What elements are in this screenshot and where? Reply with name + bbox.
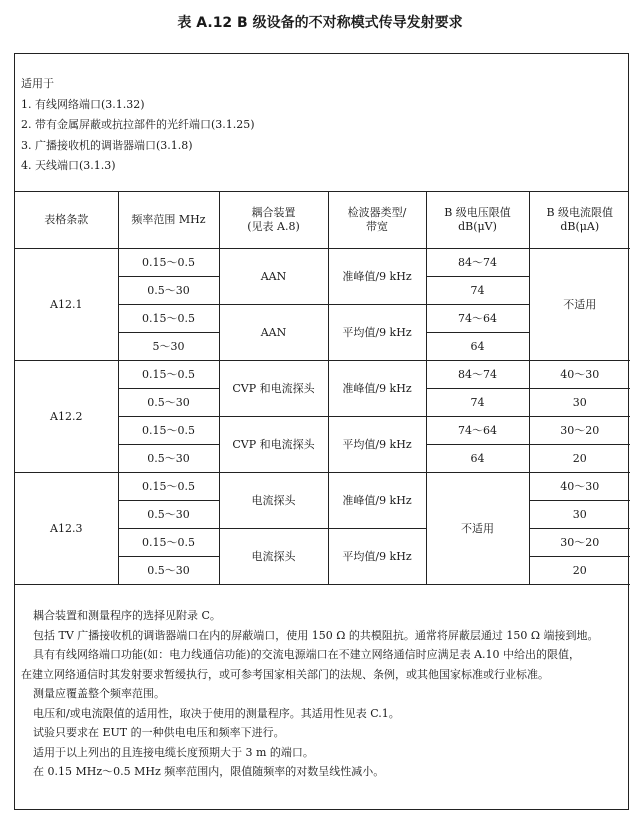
applicability-heading: 适用于 bbox=[21, 77, 54, 90]
table-row bbox=[15, 473, 630, 501]
current-cell: 30～20 bbox=[529, 529, 630, 557]
header-voltage-limit: B 级电压限值 dB(μV) bbox=[426, 192, 529, 249]
header-frequency: 频率范围 MHz bbox=[118, 192, 219, 249]
frequency-cell: 0.15～0.5 bbox=[118, 361, 219, 389]
current-cell: 30 bbox=[529, 389, 630, 417]
current-cell: 40～30 bbox=[529, 361, 630, 389]
applicability-item: 4. 天线端口(3.1.3) bbox=[21, 159, 116, 172]
frequency-cell: 0.15～0.5 bbox=[118, 305, 219, 333]
coupling-cell: AAN bbox=[219, 305, 328, 361]
current-cell: 20 bbox=[529, 557, 630, 585]
table-row bbox=[15, 249, 630, 277]
coupling-cell: 电流探头 bbox=[219, 473, 328, 529]
note-line: 包括 TV 广播接收机的调谐器端口在内的屏蔽端口，使用 150 Ω 的共模阻抗。通常将屏蔽层通过 150 Ω 端接到地。 bbox=[33, 628, 599, 642]
voltage-cell: 64 bbox=[426, 445, 529, 473]
applicability-section bbox=[15, 54, 628, 192]
coupling-cell: CVP 和电流探头 bbox=[219, 361, 328, 417]
frequency-cell: 0.15～0.5 bbox=[118, 417, 219, 445]
current-cell: 30 bbox=[529, 501, 630, 529]
voltage-cell: 84～74 bbox=[426, 361, 529, 389]
note-line: 在 0.15 MHz～0.5 MHz 频率范围内，限值随频率的对数呈线性减小。 bbox=[33, 765, 385, 778]
note-line: 在建立网络通信时其发射要求暂缓执行，或可参考国家相关部门的法规、条例，或其他国家标准或行业标准。 bbox=[21, 667, 549, 681]
frequency-cell: 0.5～30 bbox=[118, 557, 219, 585]
notes-section bbox=[15, 587, 628, 782]
table-row bbox=[15, 361, 630, 389]
header-row bbox=[15, 192, 630, 249]
voltage-cell: 64 bbox=[426, 333, 529, 361]
applicability-item: 2. 带有金属屏蔽或抗拉部件的光纤端口(3.1.25) bbox=[21, 118, 255, 131]
detector-cell: 平均值/9 kHz bbox=[328, 529, 426, 585]
voltage-cell: 74～64 bbox=[426, 305, 529, 333]
limits-table bbox=[15, 192, 630, 585]
frequency-cell: 0.5～30 bbox=[118, 445, 219, 473]
table-caption: 表 A.12 B 级设备的不对称模式传导发射要求 bbox=[177, 15, 463, 31]
note-line: 耦合装置和测量程序的选择见附录 C。 bbox=[33, 609, 221, 622]
detector-cell: 准峰值/9 kHz bbox=[328, 361, 426, 417]
voltage-cell: 74～64 bbox=[426, 417, 529, 445]
table-frame bbox=[14, 53, 629, 810]
frequency-cell: 0.15～0.5 bbox=[118, 529, 219, 557]
detector-cell: 平均值/9 kHz bbox=[328, 305, 426, 361]
note-line: 测量应覆盖整个频率范围。 bbox=[33, 687, 165, 700]
frequency-cell: 0.5～30 bbox=[118, 501, 219, 529]
header-current-limit: B 级电流限值 dB(μA) bbox=[529, 192, 630, 249]
voltage-cell: 不适用 bbox=[426, 473, 529, 585]
frequency-cell: 0.5～30 bbox=[118, 389, 219, 417]
current-cell: 40～30 bbox=[529, 473, 630, 501]
header-detector: 检波器类型/ 带宽 bbox=[328, 192, 426, 249]
note-line: 具有有线网络端口功能(如：电力线通信功能)的交流电源端口在不建立网络通信时应满足表 A.10 中给出的限值， bbox=[33, 648, 581, 661]
detector-cell: 平均值/9 kHz bbox=[328, 417, 426, 473]
current-cell: 30～20 bbox=[529, 417, 630, 445]
detector-cell: 准峰值/9 kHz bbox=[328, 249, 426, 305]
coupling-cell: AAN bbox=[219, 249, 328, 305]
detector-cell: 准峰值/9 kHz bbox=[328, 473, 426, 529]
note-line: 试验只要求在 EUT 的一种供电电压和频率下进行。 bbox=[33, 726, 285, 739]
header-clause: 表格条款 bbox=[15, 192, 118, 249]
frequency-cell: 5～30 bbox=[118, 333, 219, 361]
clause-cell: A12.2 bbox=[15, 361, 118, 473]
coupling-cell: 电流探头 bbox=[219, 529, 328, 585]
note-line: 电压和/或电流限值的适用性，取决于使用的测量程序。其适用性见表 C.1。 bbox=[33, 706, 400, 720]
applicability-item: 1. 有线网络端口(3.1.32) bbox=[21, 97, 145, 111]
current-cell: 20 bbox=[529, 445, 630, 473]
frequency-cell: 0.15～0.5 bbox=[118, 473, 219, 501]
frequency-cell: 0.15～0.5 bbox=[118, 249, 219, 277]
applicability-item: 3. 广播接收机的调谐器端口(3.1.8) bbox=[21, 138, 193, 152]
coupling-cell: CVP 和电流探头 bbox=[219, 417, 328, 473]
note-line: 适用于以上列出的且连接电缆长度预期大于 3 m 的端口。 bbox=[33, 745, 314, 759]
voltage-cell: 74 bbox=[426, 389, 529, 417]
voltage-cell: 84～74 bbox=[426, 249, 529, 277]
voltage-cell: 74 bbox=[426, 277, 529, 305]
clause-cell: A12.3 bbox=[15, 473, 118, 585]
header-coupling: 耦合装置 (见表 A.8) bbox=[219, 192, 328, 249]
frequency-cell: 0.5～30 bbox=[118, 277, 219, 305]
clause-cell: A12.1 bbox=[15, 249, 118, 361]
current-cell: 不适用 bbox=[529, 249, 630, 361]
